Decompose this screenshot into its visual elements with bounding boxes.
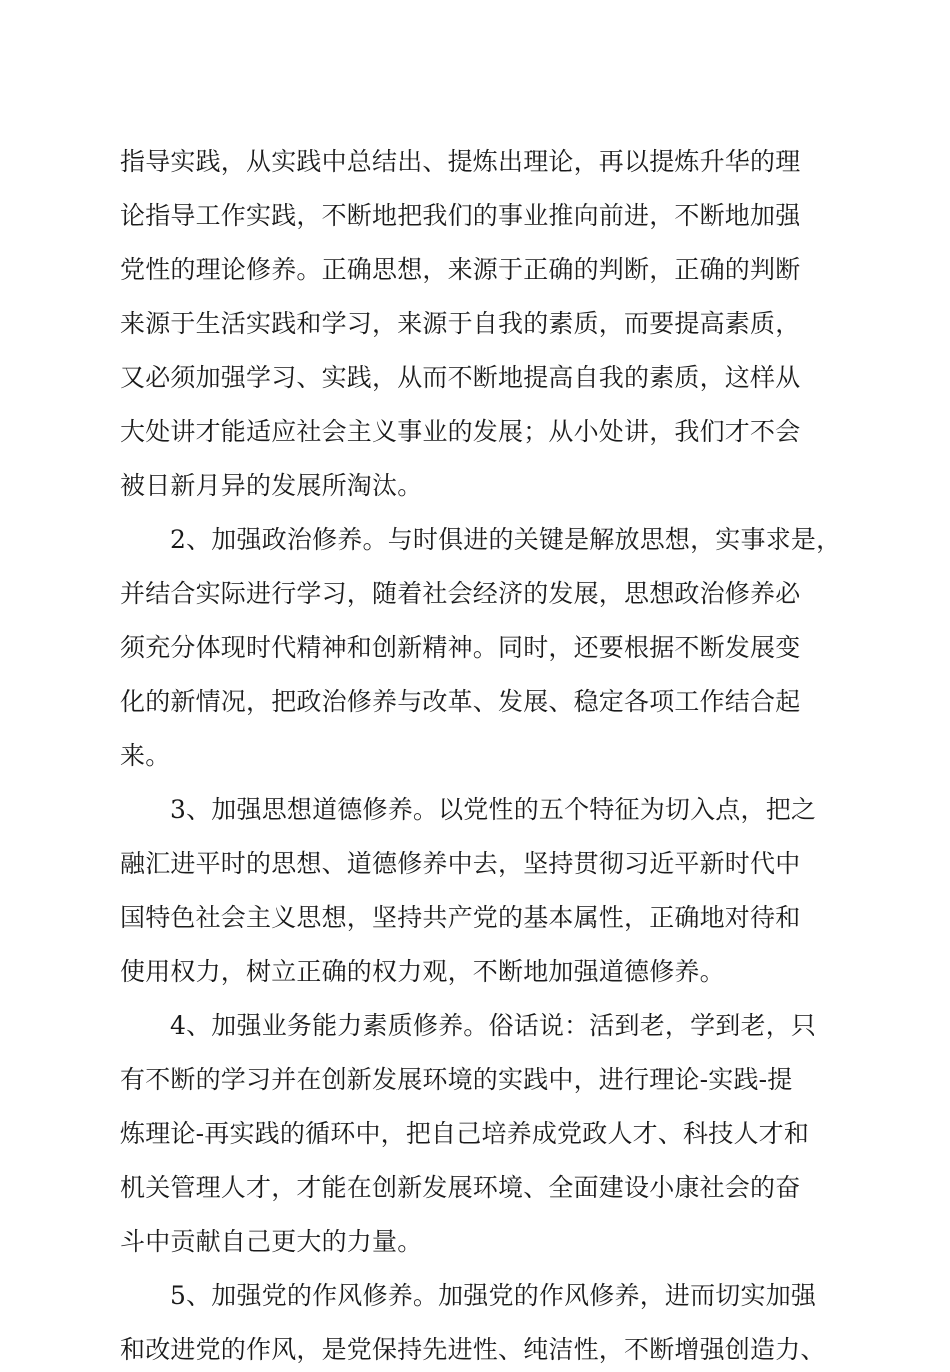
text-line: 被日新月异的发展所淘汰。 <box>120 471 423 500</box>
text-line: 国特色社会主义思想，坚持共产党的基本属性，正确地对待和 <box>120 903 801 932</box>
text-line: 化的新情况，把政治修养与改革、发展、稳定各项工作结合起 <box>120 687 801 716</box>
text-line: 来。 <box>120 741 171 770</box>
text-line: 须充分体现时代精神和创新精神。同时，还要根据不断发展变 <box>120 633 801 662</box>
text-line: 斗中贡献自己更大的力量。 <box>120 1227 423 1256</box>
paragraph-3-heading-line: 3、加强思想道德修养。以党性的五个特征为切入点，把之 <box>170 795 817 824</box>
text-line: 大处讲才能适应社会主义事业的发展；从小处讲，我们才不会 <box>120 417 801 446</box>
text-line: 使用权力，树立正确的权力观，不断地加强道德修养。 <box>120 957 725 986</box>
text-line: 党性的理论修养。正确思想，来源于正确的判断，正确的判断 <box>120 255 801 284</box>
text-line: 并结合实际进行学习，随着社会经济的发展，思想政治修养必 <box>120 579 801 608</box>
text-line: 有不断的学习并在创新发展环境的实践中，进行理论-实践-提 <box>120 1065 793 1094</box>
text-line: 指导实践，从实践中总结出、提炼出理论，再以提炼升华的理 <box>120 147 801 176</box>
text-line: 来源于生活实践和学习，来源于自我的素质，而要提高素质， <box>120 309 801 338</box>
text-line: 融汇进平时的思想、道德修养中去，坚持贯彻习近平新时代中 <box>120 849 801 878</box>
text-line: 炼理论-再实践的循环中，把自己培养成党政人才、科技人才和 <box>120 1119 810 1148</box>
text-line: 和改进党的作风，是党保持先进性、纯洁性，不断增强创造力、 <box>120 1335 826 1364</box>
text-line: 论指导工作实践，不断地把我们的事业推向前进，不断地加强 <box>120 201 801 230</box>
paragraph-5-heading-line: 5、加强党的作风修养。加强党的作风修养，进而切实加强 <box>170 1281 817 1310</box>
text-line: 机关管理人才，才能在创新发展环境、全面建设小康社会的奋 <box>120 1173 801 1202</box>
text-line: 又必须加强学习、实践，从而不断地提高自我的素质，这样从 <box>120 363 801 392</box>
paragraph-2-heading-line: 2、加强政治修养。与时俱进的关键是解放思想，实事求是， <box>170 525 842 554</box>
paragraph-4-heading-line: 4、加强业务能力素质修养。俗话说：活到老，学到老，只 <box>170 1011 817 1040</box>
